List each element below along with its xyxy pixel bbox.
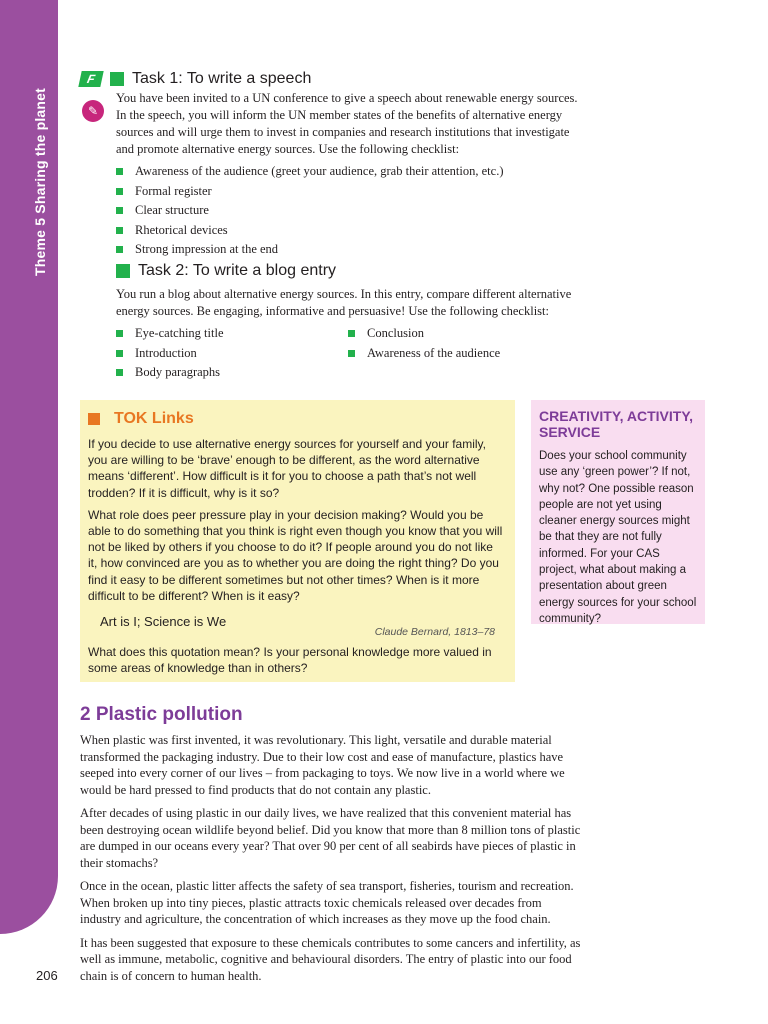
page-number: 206 — [36, 968, 58, 983]
theme-label: Theme 5 Sharing the planet — [32, 88, 48, 277]
tok-title: TOK Links — [114, 410, 194, 427]
list-item: Conclusion — [348, 324, 580, 344]
task-1-title: Task 1: To write a speech — [132, 70, 312, 87]
cas-box — [531, 400, 705, 624]
section-paragraph: When plastic was first invented, it was revolutionary. This light, versatile and durable material transformed the packaging industry. Due to their low cost and ease of manufacture, plastics have seeped into every corner of our lives – from packaging to toys. We now live in a world where we would be hard pressed to find products that do not contain any plastic. — [80, 733, 565, 797]
list-item: Body paragraphs — [116, 363, 348, 383]
list-item: Formal register — [116, 182, 580, 202]
checklist-left — [116, 324, 348, 383]
list-item: Clear structure — [116, 201, 580, 221]
tok-quote: Art is I; Science is We — [100, 614, 227, 630]
bullet-icon — [116, 350, 123, 357]
pencil-icon: ✎ — [82, 100, 104, 122]
theme-sidebar — [0, 0, 58, 934]
task-2 — [80, 260, 580, 383]
list-item: Introduction — [116, 344, 348, 364]
list-item: Awareness of the audience — [348, 344, 580, 364]
cas-title: CREATIVITY, ACTIVITY, SERVICE — [539, 408, 694, 440]
bullet-icon — [116, 227, 123, 234]
list-item: Awareness of the audience (greet your audience, grab their attention, etc.) — [116, 162, 580, 182]
checklist-right — [348, 324, 580, 383]
orange-square-icon — [88, 413, 100, 425]
section-paragraph: Once in the ocean, plastic litter affects the safety of sea transport, fisheries, tourism and recreation. When broken up into tiny pieces, plastic attracts toxic chemicals released over decades from industry and agriculture, the concentration of which increases as they move up the food chain. — [80, 879, 574, 926]
formative-badge: F — [78, 71, 103, 87]
cas-text: Does your school community use any ‘green power’? If not, why not? One possible reason people are not yet using cleaner energy sources might be that they are not fully informed. For your CAS project, what about making a presentation about green energy sources for your school community? — [539, 450, 697, 625]
task-1 — [80, 68, 580, 260]
list-item: Eye-catching title — [116, 324, 348, 344]
list-item: Strong impression at the end — [116, 240, 580, 260]
section-paragraph: It has been suggested that exposure to these chemicals contributes to some cancers and infertility, as well as immune, metabolic, cognitive and behavioural disorders. The entry of plastic into our food chain is of concern to human health. — [80, 935, 581, 983]
bullet-icon — [116, 369, 123, 376]
list-item: Rhetorical devices — [116, 221, 580, 241]
bullet-icon — [116, 207, 123, 214]
task-1-body: You have been invited to a UN conference to give a speech about renewable energy sources. In the speech, you will inform the UN member states of the benefits of alternative energy sources and will urge them to invest in companies and research institutions that investigate and promote alternative energy sources. Use the following checklist: — [116, 91, 578, 156]
bullet-icon — [116, 168, 123, 175]
section-body — [80, 732, 585, 991]
task-1-checklist — [116, 162, 580, 260]
tok-heading — [88, 408, 505, 430]
tok-paragraph-1: If you decide to use alternative energy sources for yourself and your family, you are willing to be ‘brave’ enough to be different, as the word alternative means ‘different’. How difficult is it for you to choose a path that’s not well trodden? If it is difficult, why is it so? — [88, 437, 486, 500]
bullet-icon — [348, 330, 355, 337]
green-square-icon — [116, 264, 130, 278]
task-1-heading — [80, 68, 580, 90]
tok-paragraph-3: What does this quotation mean? Is your personal knowledge more valued in some areas of knowledge than in others? — [88, 645, 492, 676]
tok-links-box — [80, 400, 515, 682]
task-2-body: You run a blog about alternative energy sources. In this entry, compare different alternative energy sources. Be engaging, informative and persuasive! Use the following checklist: — [116, 287, 572, 318]
bullet-icon — [348, 350, 355, 357]
task-2-title: Task 2: To write a blog entry — [138, 262, 337, 279]
tok-paragraph-2: What role does peer pressure play in your decision making? Would you be able to do something that you think is right even though you know that you will not be liked by others if you choose to do it? If people around you do not like it, how convinced are you as to whether you are doing the right thing? Do you find it easy to be different sometimes but not other times? When is it more difficult to be different? When is it easy? — [88, 507, 503, 603]
green-square-icon — [110, 72, 124, 86]
tok-quote-citation: Claude Bernard, 1813–78 — [374, 626, 495, 639]
bullet-icon — [116, 188, 123, 195]
task-2-checklist — [116, 324, 580, 383]
section-paragraph: After decades of using plastic in our daily lives, we have realized that this convenient material has been destroying ocean wildlife beyond belief. Did you know that more than 8 million tons of plastic are dumped in our oceans every year? That over 90 per cent of all seabirds have pieces of plastic in their stomachs? — [80, 806, 581, 870]
bullet-icon — [116, 330, 123, 337]
task-2-heading — [116, 260, 580, 282]
bullet-icon — [116, 246, 123, 253]
section-title: 2 Plastic pollution — [80, 704, 243, 725]
